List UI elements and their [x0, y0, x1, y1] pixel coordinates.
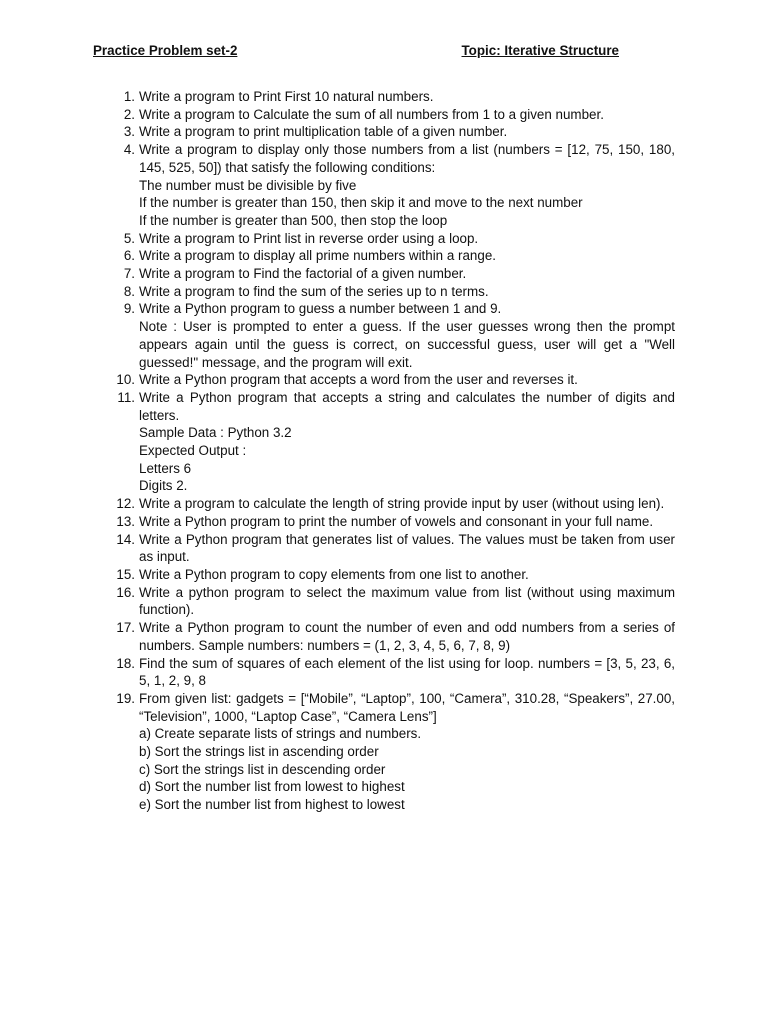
problem-number: 11. [117, 389, 135, 405]
problem-number: 10. [116, 372, 135, 388]
problem-item [116, 371, 675, 389]
problem-number: 5. [123, 230, 135, 246]
condition-line: If the number is greater than 150, then skip it and move to the next number [139, 195, 583, 211]
problem-item [116, 584, 675, 619]
problem-text: Write a Python program to count the number of even and odd numbers from a series of numbers. Sample numbers: numbers = (1, 2, 3, 4, 5, 6, 7, 8, 9) [139, 620, 675, 653]
problem-item [123, 141, 675, 230]
problem-number: 4. [123, 142, 135, 158]
problem-text: Write a program to calculate the length of string provide input by user (without using len). [139, 496, 665, 512]
problem-number: 13. [116, 513, 135, 529]
sample-line: Sample Data : Python 3.2 [139, 425, 292, 441]
problem-item [116, 690, 675, 814]
problem-text: Write a program to Calculate the sum of all numbers from 1 to a given number. [139, 106, 604, 122]
problem-text: Write a Python program that accepts a string and calculates the number of digits and letters. [139, 389, 675, 423]
sample-line: Letters 6 [139, 460, 192, 476]
problem-number: 17. [116, 620, 135, 636]
condition-line: If the number is greater than 500, then stop the loop [139, 212, 448, 228]
problem-text: Write a Python program to copy elements from one list to another. [139, 566, 529, 582]
sample-line: Expected Output : [139, 443, 247, 459]
problem-text: Write a program to Print list in reverse order using a loop. [139, 230, 479, 246]
problem-number: 3. [123, 124, 135, 140]
problem-number: 15. [116, 566, 135, 582]
sample-line: Digits 2. [139, 478, 188, 494]
problem-text: Write a program to Print First 10 natural numbers. [139, 89, 434, 104]
subtask-line: b) Sort the strings list in ascending order [139, 744, 379, 760]
problem-item [116, 513, 675, 531]
problem-item [116, 619, 675, 654]
subtask-line: c) Sort the strings list in descending order [139, 761, 386, 777]
problem-item [123, 247, 675, 265]
problem-number: 1. [123, 89, 135, 104]
problem-list [116, 88, 675, 814]
problem-number: 19. [116, 690, 135, 706]
page-header [93, 43, 619, 63]
problem-number: 16. [116, 584, 135, 600]
problem-text: Write a program to display all prime numbers within a range. [139, 248, 496, 264]
problem-text: Write a python program to select the maximum value from list (without using maximum function). [139, 584, 675, 618]
problem-item [116, 566, 675, 584]
problem-text: From given list: gadgets = [“Mobile”, “Laptop”, 100, “Camera”, 310.28, “Speakers”, 27.00, “Television”, 1000, “Laptop Case”, “Camera Lens”] [139, 690, 675, 724]
problem-text: Write a Python program that generates list of values. The values must be taken from user as input. [139, 531, 675, 565]
problem-item [123, 283, 675, 301]
problem-item [116, 655, 675, 690]
subtask-line: d) Sort the number list from lowest to highest [139, 779, 405, 795]
problem-set-title: Practice Problem set-2 [93, 43, 238, 58]
problem-text: Write a Python program that accepts a word from the user and reverses it. [139, 372, 578, 388]
problem-text: Write a Python program to guess a number between 1 and 9. [139, 301, 502, 317]
problem-text: Write a program to find the sum of the series up to n terms. [139, 283, 489, 299]
problem-item [123, 106, 675, 124]
problem-item [123, 88, 675, 106]
problem-item [123, 230, 675, 248]
problem-text: Write a program to Find the factorial of a given number. [139, 266, 467, 282]
condition-line: The number must be divisible by five [139, 177, 357, 193]
subtask-line: e) Sort the number list from highest to lowest [139, 797, 405, 813]
problem-text: Write a program to display only those numbers from a list (numbers = [12, 75, 150, 180, 145, 525, 50]) that satisfy the following conditions: [139, 142, 675, 175]
problem-item [117, 389, 675, 495]
topic-title: Topic: Iterative Structure [461, 43, 619, 58]
problem-number: 14. [116, 531, 135, 547]
subtask-line: a) Create separate lists of strings and numbers. [139, 726, 422, 742]
problem-text: Write a program to print multiplication table of a given number. [139, 124, 508, 140]
problem-item [123, 265, 675, 283]
problem-number: 2. [123, 106, 135, 122]
problem-item [116, 495, 675, 513]
problem-number: 12. [116, 496, 135, 512]
problem-number: 8. [123, 283, 135, 299]
problem-text: Find the sum of squares of each element of the list using for loop. numbers = [3, 5, 23, 6, 5, 1, 2, 9, 8 [139, 655, 675, 689]
problem-note: Note : User is prompted to enter a guess. If the user guesses wrong then the prompt appears again until the guess is correct, on successful guess, user will get a "Well guessed!" message, and the program will exit. [139, 319, 675, 370]
problem-number: 7. [123, 266, 135, 282]
problem-number: 6. [123, 248, 135, 264]
problem-item [123, 123, 675, 141]
problem-item [123, 300, 675, 371]
problem-number: 18. [116, 655, 135, 671]
problem-item [116, 531, 675, 566]
problem-text: Write a Python program to print the number of vowels and consonant in your full name. [139, 513, 654, 529]
problem-number: 9. [123, 301, 135, 317]
